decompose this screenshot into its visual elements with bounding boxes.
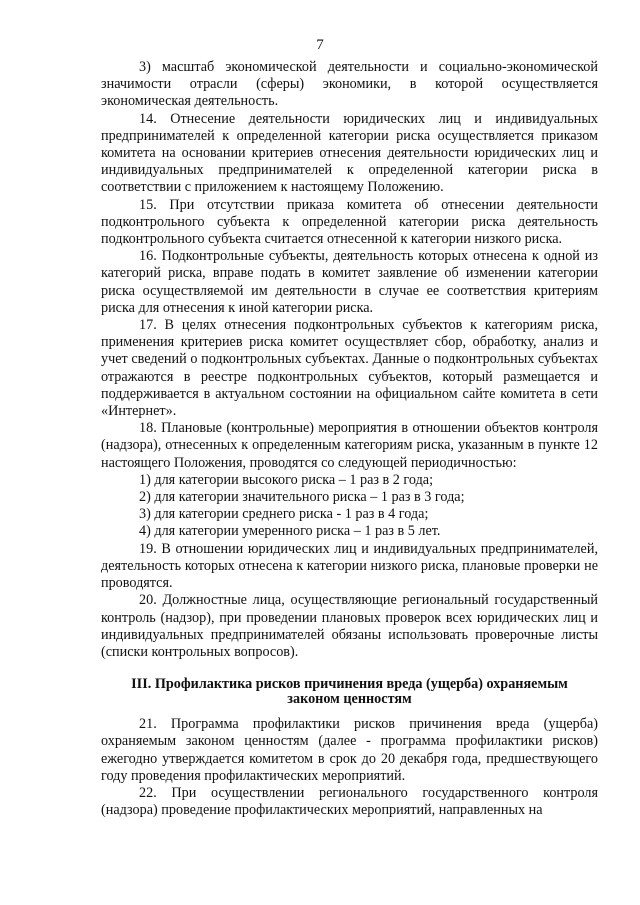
page-number: 7: [316, 37, 324, 53]
paragraph-item-3: 3) масштаб экономической деятельности и социально-экономической значимости отрасли (сферы) экономики, в которой осуществляется экономическая деятельность.: [101, 59, 598, 110]
section-heading: III. Профилактика рисков причинения вреда (ущерба) охраняемым законом ценностям: [131, 676, 568, 708]
list-item-significant-risk: 2) для категории значительного риска – 1 раз в 3 года;: [139, 489, 465, 506]
paragraph-21: 21. Программа профилактики рисков причинения вреда (ущерба) охраняемым законом ценностям (далее - программа профилактики рисков) ежегодно утверждается комитетом в срок до 20 декабря года, предшествующего году проведения профилактических мероприятий.: [101, 716, 598, 784]
paragraph-16: 16. Подконтрольные субъекты, деятельность которых отнесена к одной из категорий риска, вправе подать в комитет заявление об изменении категории риска осуществляемой им деятельности в случае ее соответствия критериям риска для отнесения к иной категории риска.: [101, 248, 598, 316]
paragraph-19: 19. В отношении юридических лиц и индивидуальных предпринимателей, деятельность которых отнесена к категории низкого риска, плановые проверки не проводятся.: [101, 540, 598, 592]
list-item-high-risk: 1) для категории высокого риска – 1 раз в 2 года;: [139, 471, 434, 488]
list-item-medium-risk: 3) для категории среднего риска - 1 раз в 4 года;: [139, 506, 429, 523]
paragraph-20: 20. Должностные лица, осуществляющие региональный государственный контроль (надзор), при проведении плановых проверок всех юридических лиц и индивидуальных предпринимателей обязаны использовать проверочные листы (списки контрольных вопросов).: [101, 592, 598, 660]
list-item-moderate-risk: 4) для категории умеренного риска – 1 раз в 5 лет.: [139, 523, 441, 540]
paragraph-22: 22. При осуществлении регионального государственного контроля (надзора) проведение профилактических мероприятий, направленных на: [101, 784, 598, 819]
paragraph-17: 17. В целях отнесения подконтрольных субъектов к категориям риска, применения критериев риска комитет осуществляет сбор, обработку, анализ и учет сведений о подконтрольных субъектах. Данные о подконтрольных субъектах отражаются в реестре подконтрольных субъектов, который размещается и поддерживается в актуальном состоянии на официальном сайте комитета в сети «Интернет».: [101, 317, 598, 420]
document-body: [101, 59, 598, 819]
paragraph-15: 15. При отсутствии приказа комитета об отнесении деятельности подконтрольного субъекта к определенной категории риска деятельность подконтрольного субъекта считается отнесенной к категории низкого риска.: [101, 196, 598, 248]
paragraph-14: 14. Отнесение деятельности юридических лиц и индивидуальных предпринимателей к определенной категории риска осуществляется приказом комитета на основании критериев отнесения деятельности юридических лиц и индивидуальных предпринимателей к определенной категории риска в соответствии с приложением к настоящему Положению.: [101, 110, 598, 196]
paragraph-18: 18. Плановые (контрольные) мероприятия в отношении объектов контроля (надзора), отнесенных к определенным категориям риска, указанным в пункте 12 настоящего Положения, проводятся со следующей периодичностью:: [101, 420, 598, 471]
